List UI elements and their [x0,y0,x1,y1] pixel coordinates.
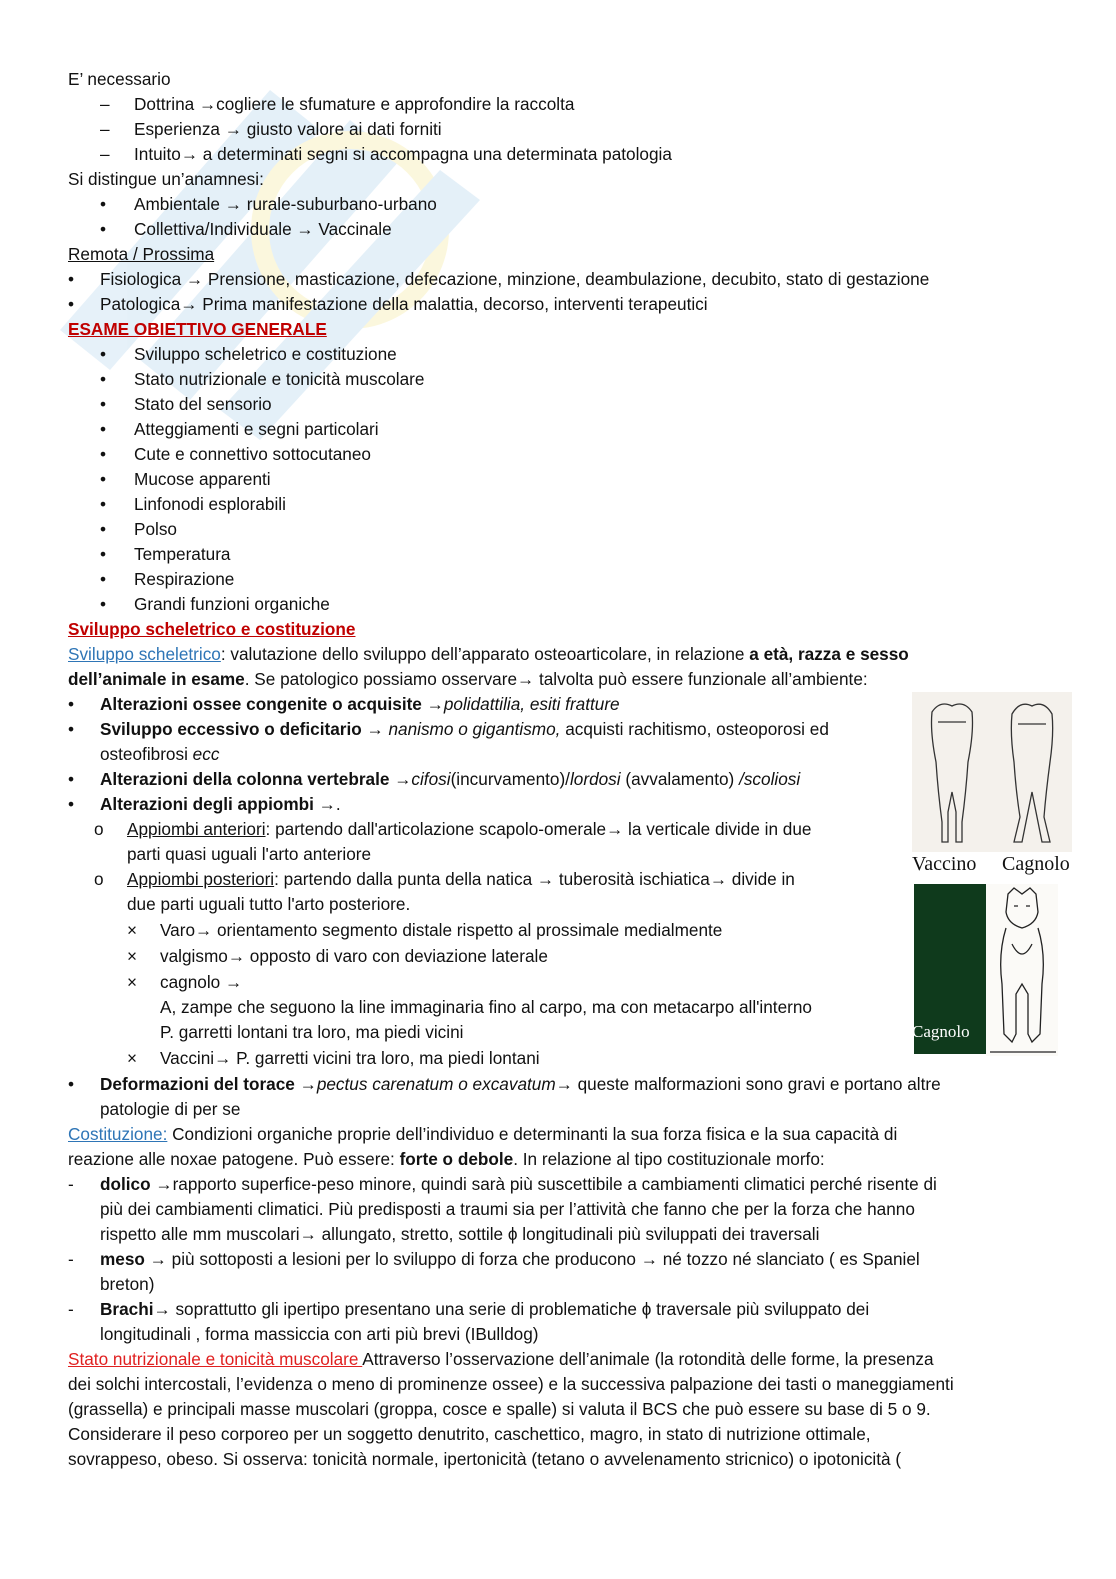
italic-span: cifosi [411,769,451,789]
text-span: . In relazione al tipo costituzionale morfo: [513,1149,825,1169]
needs-item: Dottrina →cogliere le sfumature e approfondire la raccolta [134,94,575,114]
bullet: • [100,394,107,414]
sub-item-cagnolo: cagnolo → [160,972,243,992]
sviluppo-eccessivo [100,717,829,742]
needs-dash: – [100,119,110,139]
text-span: acquisti rachitismo, osteoporosi ed [560,719,829,739]
cross-bullet: × [127,972,138,992]
nutrizionale-line: sovrappeso, obeso. Si osserva: tonicità normale, ipertonicità (tetano o avvelenamento stricnico) o ipotonicità ( [68,1449,902,1469]
cagnolo-line: A, zampe che seguono la line immaginaria fino al carpo, ma con metacarpo all'interno [160,997,812,1017]
italic-span: →polidattilia, esiti fratture [426,694,620,714]
bullet: • [100,469,107,489]
nutrizionale-label: Stato nutrizionale e tonicità muscolare [68,1349,363,1369]
eog-item: Grandi funzioni organiche [134,594,330,614]
eog-item: Cute e connettivo sottocutaneo [134,444,371,464]
bullet: • [68,269,75,289]
bold-span: a età, razza e sesso [749,644,909,664]
caption-cagnolo: Cagnolo [1002,853,1070,875]
appiombi-posteriori [127,867,795,892]
bullet: • [100,219,107,239]
nutrizionale-line: (grassella) e principali masse muscolari (groppa, cosce e spalle) si valuta il BCS che può essere su base di 5 o 9. [68,1399,931,1419]
eog-item: Atteggiamenti e segni particolari [134,419,379,439]
tipo-dolico-cont: rispetto alle mm muscolari→ allungato, stretto, sottile ϕ longitudinali più sviluppati dei traversali [100,1224,820,1244]
bullet: • [100,519,107,539]
bullet: • [100,569,107,589]
caption-cagnolo-panel: Cagnolo [912,1022,970,1041]
text-span: Condizioni organiche proprie dell’individuo e determinanti la sua forza fisica e la sua capacità di [167,1124,898,1144]
appiombi-anteriori-cont: parti quasi uguali l'arto anteriore [127,844,372,864]
tipo-dolico [100,1172,937,1197]
anamnesi-item: Collettiva/Individuale → Vaccinale [134,219,392,239]
text-span: → [361,719,389,739]
bullet: • [100,544,107,564]
nutrizionale-line: dei solchi intercostali, l’evidenza o meno di prominenze ossee) e la successiva palpazione dei tasti o maneggiamenti [68,1374,954,1394]
sviluppo-paragraph-line [68,667,868,692]
bullet: • [100,444,107,464]
deformazioni-torace [100,1072,941,1097]
sub-item-varo: Varo→ orientamento segmento distale rispetto al prossimale medialmente [160,920,723,940]
bullet: • [100,594,107,614]
nutrizionale-line: Considerare il peso corporeo per un soggetto denutrito, caschettico, magro, in stato di nutrizione ottimale, [68,1424,871,1444]
appiombi-posteriori-cont: due parti uguali tutto l'arto posteriore. [127,894,411,914]
cagnolo-line: P. garretti lontani tra loro, ma piedi vicini [160,1022,464,1042]
appiombi-anteriori [127,817,811,842]
bullet: • [100,344,107,364]
costituzione-label: Costituzione: [68,1124,168,1144]
circle-bullet: o [94,869,104,889]
dash-bullet: - [68,1249,74,1269]
eog-item: Stato nutrizionale e tonicità muscolare [134,369,425,389]
eog-item: Respirazione [134,569,235,589]
bold-span: Sviluppo eccessivo o deficitario [100,719,362,739]
tipo-brachi [100,1297,869,1322]
fisiologica-line: Fisiologica → Prensione, masticazione, defecazione, minzione, deambulazione, decubito, stato di gestazione [100,269,930,289]
text-span: (incurvamento)/ [450,769,570,789]
dash-bullet: - [68,1174,74,1194]
tipo-dolico-cont: più dei cambiamenti climatici. Più predisposti a traumi sia per l’attività che fanno che per la forza che hanno [100,1199,915,1219]
alterazione-colonna [100,767,800,792]
italic-span: nanismo o gigantismo, [388,719,561,739]
text-span: →rapporto superfice-peso minore, quindi sarà più suscettibile a cambiamenti climatici perché risente di [150,1174,937,1194]
text-span: osteofibrosi [100,744,193,764]
anamnesi-item: Ambientale → rurale-suburbano-urbano [134,194,437,214]
appiombi-figure [912,692,1072,877]
tipo-meso-cont: breton) [100,1274,155,1294]
bullet: • [68,769,75,789]
eog-item: Temperatura [134,544,231,564]
text-span: soprattutto gli ipertipo presentano una serie di problematiche ϕ traversale più sviluppato dei [170,1299,870,1319]
caption-vaccino: Vaccino [912,853,977,875]
text-span: : partendo dalla punta della natica → tuberosità ischiatica→ divide in [274,869,795,889]
intro-line: E’ necessario [68,69,171,89]
underline-span: Appiombi anteriori [127,819,266,839]
circle-bullet: o [94,819,104,839]
bold-span: Alterazioni ossee congenite o acquisite [100,694,427,714]
bullet: • [68,294,75,314]
eog-item: Sviluppo scheletrico e costituzione [134,344,397,364]
patologica-line: Patologica→ Prima manifestazione della malattia, decorso, interventi terapeutici [100,294,708,314]
sviluppo-label: Sviluppo scheletrico [68,644,221,664]
underline-span: Appiombi posteriori [127,869,275,889]
eog-heading: ESAME OBIETTIVO GENERALE [68,319,327,339]
eog-item: Mucose apparenti [134,469,271,489]
sub-item-valgismo: valgismo→ opposto di varo con deviazione laterale [160,946,548,966]
needs-dash: – [100,144,110,164]
tipo-brachi-cont: longitudinali , forma massiccia con arti più brevi (IBulldog) [100,1324,539,1344]
deformazioni-torace-cont: patologie di per se [100,1099,241,1119]
bullet: • [100,194,107,214]
text-span: . Se patologico possiamo osservare→ talvolta può essere funzionale all’ambiente: [244,669,868,689]
bold-span: dolico [100,1174,151,1194]
sviluppo-eccessivo-cont [100,742,219,767]
italic-span: lordosi [569,769,621,789]
cross-bullet: × [127,946,138,966]
bullet: • [68,719,75,739]
bold-span: forte o debole [399,1149,514,1169]
bold-span: Brachi→ [100,1299,171,1319]
bold-span: dell’animale in esame [68,669,245,689]
text-span: (avvalamento) [620,769,740,789]
bold-span: meso [100,1249,145,1269]
text-span: → [294,1074,317,1094]
text-span: : valutazione dello sviluppo dell’apparato osteoarticolare, in relazione [220,644,750,664]
costituzione-line [68,1122,897,1147]
sviluppo-heading: Sviluppo scheletrico e costituzione [68,619,356,639]
costituzione-line [68,1147,825,1172]
text-span: → queste malformazioni sono gravi e portano altre [555,1074,941,1094]
bullet: • [68,694,75,714]
nutrizionale-line [68,1347,934,1372]
anamnesi-intro: Si distingue un’anamnesi: [68,169,264,189]
text-span: : partendo dall'articolazione scapolo-omerale→ la verticale divide in due [265,819,812,839]
bullet: • [100,419,107,439]
needs-item: Esperienza → giusto valore ai dati forniti [134,119,442,139]
bullet: • [100,494,107,514]
needs-dash: – [100,94,110,114]
text-span: reazione alle noxae patogene. Può essere: [68,1149,400,1169]
dash-bullet: - [68,1299,74,1319]
bold-span: Alterazioni degli appiombi [100,794,314,814]
cross-bullet: × [127,920,138,940]
cross-bullet: × [127,1048,138,1068]
sub-item-vaccini: Vaccini→ P. garretti vicini tra loro, ma piedi lontani [160,1048,540,1068]
italic-span: ecc [192,744,220,764]
alterazione-appiombi [100,792,341,817]
italic-span: pectus carenatum o excavatum [316,1074,556,1094]
cagnolo-dog-figure [986,884,1058,1056]
bullet: • [68,1074,75,1094]
alterazione-ossee [100,692,620,717]
bullet: • [100,369,107,389]
sviluppo-paragraph-line [68,642,909,667]
eog-item: Stato del sensorio [134,394,272,414]
bullet: • [68,794,75,814]
text-span: → più sottoposti a lesioni per lo sviluppo di forza che producono → né tozzo né slanciato ( es Spaniel [144,1249,920,1269]
text-span: →. [313,794,341,814]
bold-span: Alterazioni della colonna vertebrale [100,769,390,789]
needs-item: Intuito→ a determinati segni si accompagna una determinata patologia [134,144,672,164]
bold-span: Deformazioni del torace [100,1074,295,1094]
italic-span: /scoliosi [739,769,801,789]
eog-item: Linfonodi esplorabili [134,494,286,514]
remota-heading: Remota / Prossima [68,244,215,264]
eog-item: Polso [134,519,177,539]
text-span: Attraverso l’osservazione dell’animale (la rotondità delle forme, la presenza [362,1349,934,1369]
tipo-meso [100,1247,920,1272]
text-span: → [389,769,412,789]
